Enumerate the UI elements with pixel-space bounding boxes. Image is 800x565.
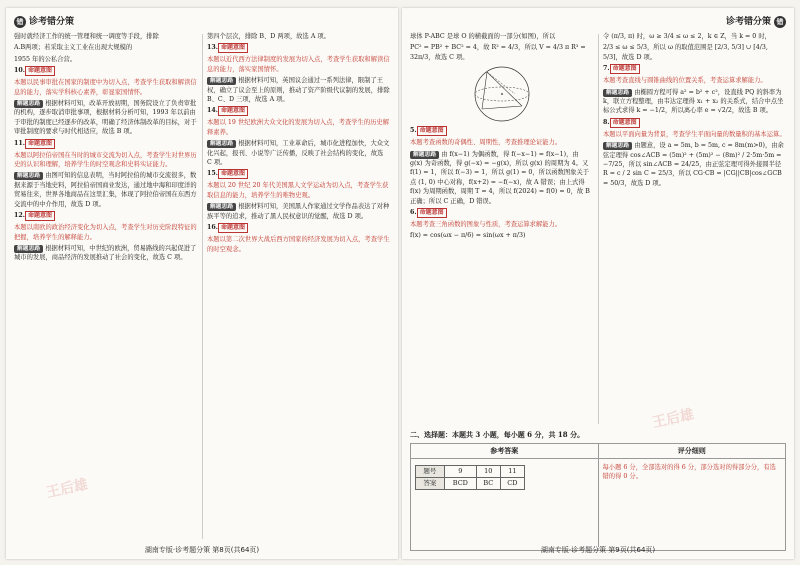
question-number: 11.: [14, 139, 25, 147]
right-page-header: [402, 14, 794, 30]
text-line: PC² = PB² + BC² = 4，故 R² = 4/3，所以 V = 4/3 π R³ = 32π/3，故选 C 项。: [410, 44, 586, 61]
question-15-heading: [207, 169, 390, 179]
watermark: 王后雄: [45, 476, 90, 502]
question-7-heading: [603, 64, 786, 74]
solution-text: 由椭圆方程可得 a² = b² + c²，设直线 PQ 的斜率为 k，联立方程整理，由韦达定理得 x₁ + x₂ 的关系式，结合中点坐标公式求得 k = −1/2，所以离心率 e = √2/2，故选 B 项。: [603, 88, 784, 115]
solution-label: 解题思路: [207, 203, 236, 211]
sphere-figure: [427, 64, 577, 124]
answer-cell: CD: [500, 478, 524, 490]
right-column-1: [410, 32, 593, 411]
text-line: 球体 P-ABC 是球 O 的横截面的一部分(如图)，所以: [410, 33, 556, 40]
answer-cell: BCD: [444, 478, 476, 490]
intent-tag: 命题意图: [218, 223, 248, 233]
question-11-intent: 本题以阿拉伯帝国在当时的城市交流为切入点，考查学生对世界历史的认识和理解，培养学生的时空观念和史料实证能力。: [14, 151, 197, 169]
table-row: [416, 466, 525, 478]
brand-title: 诊考错分策: [725, 17, 771, 27]
row-label: 答案: [416, 478, 445, 490]
question-number: 12.: [14, 212, 25, 220]
question-16-intent: 本题以第二次世界大战后西方国家的经济发展为切入点，考查学生的时空观念。: [207, 236, 390, 253]
right-page: [402, 8, 794, 559]
brand-title: 诊考错分策: [29, 17, 75, 27]
question-5-heading: [410, 126, 593, 136]
solution-text: 由题意，设 a = 5m, b = 5m, c = 8m(m>0)，由余弦定理得 cos∠ACB = (5m)² + (5m)² − (8m)² / 2·5m·5m = −7/25，所以 sin∠ACB = 24/25，由正弦定理可得外接圆半径 R = c / 2 sin C = 25/3，所以 CG·CB = |CG||CB|cos∠GCB = 50/3，故选 D 项。: [603, 142, 784, 187]
intent-tag: 命题意图: [25, 66, 55, 76]
question-12-intent: 本题以南欧的政治经济变化为切入点，考查学生对历史阶段特征的把握，培养学生的解释能力。: [14, 224, 197, 241]
left-page-header: [6, 14, 398, 30]
text-line: 令 (π/3, π) 时，ω ≥ 3/4 ≤ ω ≤ 2，k ∈ Z，当 k = 0 时，: [603, 33, 771, 40]
question-number: 14.: [207, 107, 218, 115]
scoring-title: 评分细则: [598, 444, 786, 458]
solution-text: 根据材料可知，改革开放初期，国务院设立了负责审批的机构，逐步取消审批事项，根据材料分析可知，1993 年以前由于审批的制度已经逐步的改革，明确了经济体制改革的目标，对于审批制度的要求与时代相适应，故选 B 项。: [14, 100, 197, 136]
question-number: 6.: [410, 209, 417, 217]
question-number: 5.: [410, 127, 417, 135]
question-16-heading: [207, 223, 390, 233]
intent-tag: 命题意图: [610, 118, 640, 128]
question-number: 15.: [207, 170, 218, 178]
question-10-intent: 本题以民事审批在国家的制度中为切入点，考查学生获取和解读信息的能力，落实学科核心素养，彰显家国情怀。: [14, 79, 197, 96]
text-line: 2/3 ≤ ω ≤ 5/3，所以 ω 的取值范围是 [2/3, 5/3] ∪ [4/3, 5/3]，故选 D 项。: [603, 44, 768, 61]
answer-box-body: [411, 459, 785, 547]
question-8-intent: 本题以平面向量为背景，考查学生平面向量的数量积的基本运算。: [603, 130, 786, 138]
solution-text: 根据材料可知，工业革命后，城市化进程加快，大众文化兴起，报刊、小说等广泛传播，反映了社会结构的变化，故选 C 项。: [207, 140, 390, 167]
question-11-solution: [14, 171, 197, 209]
question-number: 16.: [207, 224, 218, 232]
question-number-cell: 11: [500, 466, 524, 478]
question-10-solution: [14, 99, 197, 137]
solution-text: 根据材料可知，英国议会通过一系列法律，限制了王权，确立了议会至上的原则，推动了资产阶级代议制的发展，排除 B、C、D 三项，故选 A 项。: [207, 77, 390, 104]
table-row: [416, 478, 525, 490]
solution-text: 根据材料可知，中世纪的欧洲，贸易路线的兴起促进了城市的发展，商品经济的发展推动了社会的变化，故选 C 项。: [14, 244, 197, 262]
question-12-solution: [14, 244, 197, 263]
question-14-solution: [207, 139, 390, 167]
question-11-heading: [14, 139, 197, 149]
scoring-rules: 每小题 6 分，全部选对的得 6 分，部分选对的得部分分，有选错的得 0 分。: [598, 459, 786, 547]
intent-tag: 命题意图: [218, 43, 248, 53]
question-number-cell: 9: [444, 466, 476, 478]
question-6-intent: 本题考查三角函数的图象与性质，考查运算求解能力。: [410, 221, 562, 229]
question-10-heading: [14, 66, 197, 76]
solution-label: 解题思路: [603, 89, 632, 97]
solution-label: 解题思路: [410, 151, 439, 159]
intent-tag: 命题意图: [218, 106, 248, 116]
answer-cell: BC: [476, 478, 500, 490]
solution-label: 解题思路: [207, 77, 236, 85]
intent-tag: 命题意图: [25, 211, 55, 221]
brand-logo-icon: 错: [774, 16, 786, 28]
right-column-2: [603, 32, 786, 411]
question-5-solution: [410, 150, 593, 206]
right-page-footer: 湖南专版·诊考题分策 第9页(共64页): [540, 546, 656, 554]
answer-title: 参考答案: [490, 446, 519, 455]
left-page-footer: 湖南专版·诊考题分策 第8页(共64页): [144, 546, 260, 554]
answer-box: [410, 443, 786, 551]
question-number-cell: 10: [476, 466, 500, 478]
text-line: 第四个层次，排除 B、D 两项，故选 A 项。: [207, 33, 330, 40]
text-line: 1955 年的公私合营。: [14, 55, 77, 63]
question-14-intent: 本题以 19 世纪欧洲大众文化的发展为切入点，考查学生的历史解释素养。: [207, 119, 390, 136]
solution-text: 由 f(x−1) 为偶函数，得 f(−x−1) = f(x−1)，由 g(x) 为奇函数，得 g(−x) = −g(x)，所以 g(x) 的周期为 4。又 f(1) = 1，所以 f(−3) = 1，所以 g(1) = 0，所以函数图象关于点 (1, 0) 中心对称，f(x+2) = −f(−x)，故 A 错误；由上式得 f(x) 为周期函数，周期 T = 4，所以 f(2024) = f(0) = 0，故 B 正确；所以 C 正确，D 错误。: [410, 150, 590, 205]
question-12-heading: [14, 211, 197, 221]
solution-label: 解题思路: [603, 142, 632, 150]
question-6-solution: f(x) = cos(ωx − π/6) = sin(ωx + π/3): [410, 232, 526, 240]
solution-label: 解题思路: [14, 100, 43, 108]
question-8-heading: [603, 118, 786, 128]
question-5-intent: 本题考查函数的奇偶性、周期性，考查推理论证能力。: [410, 139, 562, 147]
solution-text: 由图可知的信息表明，当时阿拉伯的城市交流很多，数据来源于当地史料，阿拉伯帝国商业发达，通过地中海和印度洋的贸易往来，世界各地商品在这里汇集，体现了阿拉伯帝国在东西方交流中的中介作用，故选 D 项。: [14, 172, 197, 208]
question-7-intent: 本题考查直线与圆锥曲线的位置关系，考查运算求解能力。: [603, 77, 767, 85]
intent-tag: 命题意图: [218, 169, 248, 179]
question-14-heading: [207, 106, 390, 116]
watermark: 王后雄: [651, 406, 696, 432]
question-8-solution: [603, 141, 786, 188]
intent-tag: 命题意图: [417, 126, 447, 136]
column-divider: [598, 34, 599, 424]
left-column-2: [207, 32, 390, 539]
question-15-intent: 本题以 20 世纪 20 年代美国黑人文学运动为切入点，考查学生获取信息的能力，培养学生的唯物史观。: [207, 182, 389, 199]
solution-label: 解题思路: [207, 140, 236, 148]
left-page: [6, 8, 398, 559]
solution-label: 解题思路: [14, 172, 43, 180]
question-number: 7.: [603, 65, 610, 73]
answer-box-header: [411, 444, 785, 459]
question-7-solution: [603, 88, 786, 116]
question-13-heading: [207, 43, 390, 53]
question-number: 10.: [14, 67, 25, 75]
answer-table-cell: [411, 459, 598, 547]
brand-logo-icon: 错: [14, 16, 26, 28]
question-15-solution: [207, 202, 390, 221]
question-13-intent: 本题以近代西方法律制度的发展为切入点，考查学生获取和解读信息的能力，落实家国情怀。: [207, 56, 390, 73]
intent-tag: 命题意图: [610, 64, 640, 74]
intent-tag: 命题意图: [417, 208, 447, 218]
left-column-1: [14, 32, 197, 539]
question-6-heading: [410, 208, 593, 218]
question-13-solution: [207, 76, 390, 104]
row-label: 题号: [416, 466, 445, 478]
intent-tag: 命题意图: [25, 139, 55, 149]
text-line: A.B两项；若采取主义工业在出现大规模的: [14, 44, 133, 52]
answer-table: [415, 465, 525, 490]
solution-text: 根据材料可知，美国黑人作家通过文学作品表达了对种族平等的追求，推动了黑人民权意识的觉醒，故选 D 项。: [207, 203, 390, 220]
text-line: 强时就经济工作的统一管理和统一调度等手段，排除: [14, 33, 159, 40]
section-2-heading: 二、选择题：本题共 3 小题，每小题 6 分，共 18 分。: [410, 430, 585, 439]
question-number: 13.: [207, 44, 218, 52]
column-divider: [202, 34, 203, 539]
solution-label: 解题思路: [14, 245, 43, 253]
question-number: 8.: [603, 118, 610, 126]
